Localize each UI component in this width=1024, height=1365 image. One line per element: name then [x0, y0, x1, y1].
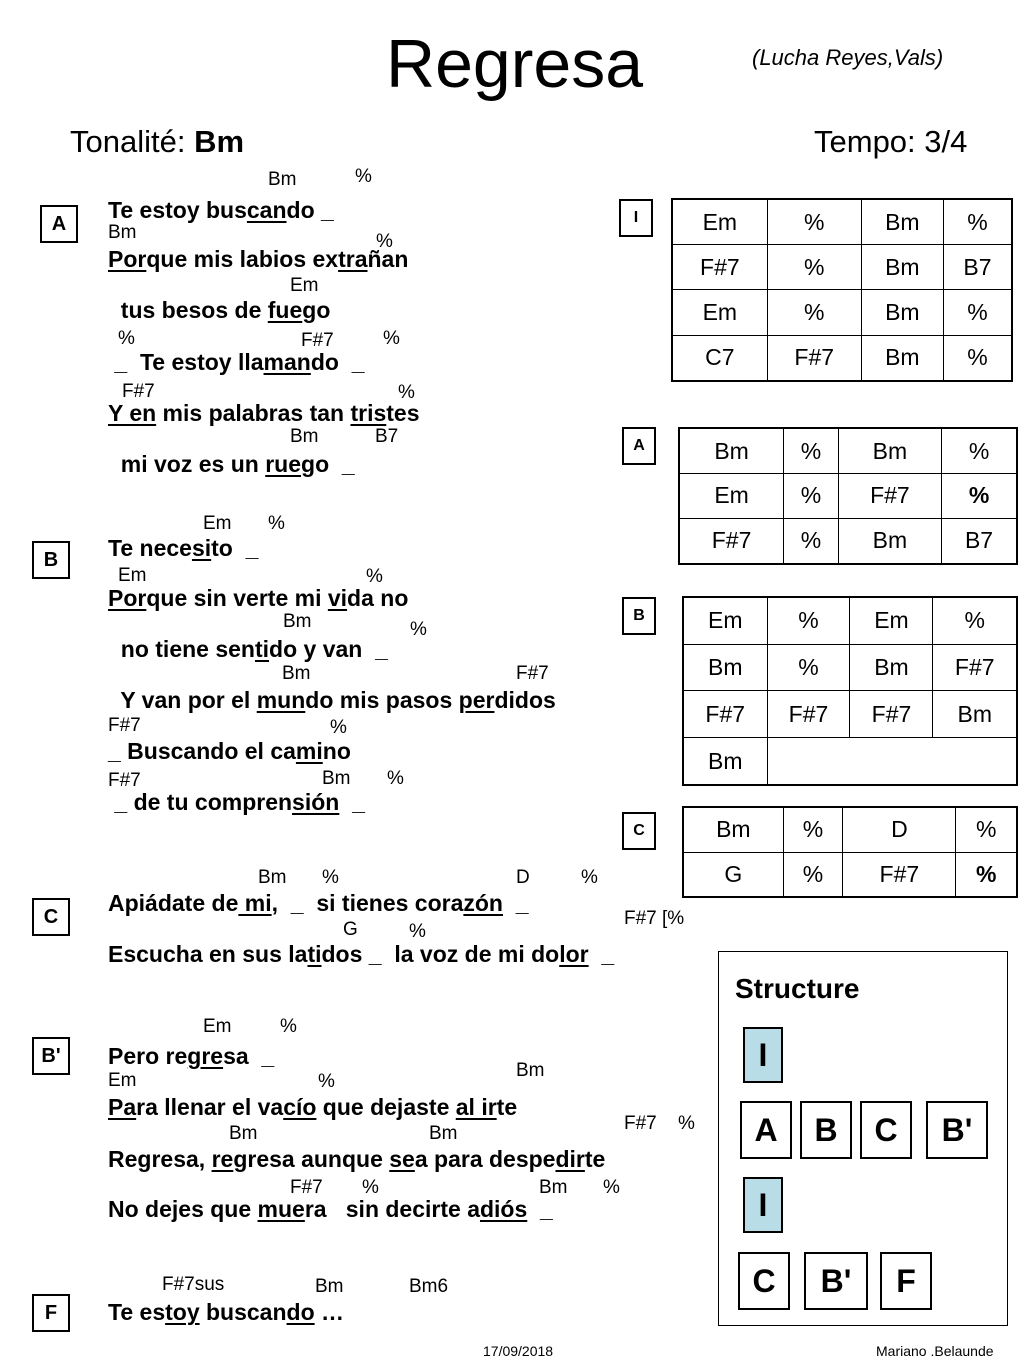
grid-cell: F#7 — [850, 691, 933, 738]
chord: % — [581, 867, 598, 888]
lyric-line: Pero regresa _ — [108, 1043, 275, 1069]
chord: Bm — [282, 663, 311, 684]
chord: % — [355, 166, 372, 187]
chord: D — [516, 867, 530, 888]
grid-cell: % — [767, 290, 861, 335]
chord: Em — [203, 1016, 232, 1037]
chord-grid-b — [682, 596, 1018, 786]
chord: Em — [290, 275, 319, 296]
structure-box: B' — [804, 1252, 868, 1310]
lyric-line: Regresa, regresa aunque sea para despedirte — [108, 1146, 606, 1172]
grid-cell: F#7 — [767, 691, 850, 738]
grid-cell: Bm — [861, 245, 943, 290]
section-label-f: F — [32, 1294, 70, 1332]
chord: F#7 [% — [624, 908, 685, 929]
lyric-line: Apiádate de mi, _ si tienes corazón _ — [108, 890, 529, 916]
chord: Bm — [516, 1060, 545, 1081]
chord: F#7 — [516, 663, 549, 684]
grid-cell: G — [683, 852, 783, 897]
grid-cell: % — [942, 428, 1017, 474]
grid-cell: % — [942, 474, 1017, 519]
lyric-line: No dejes que muera sin decirte adiós _ — [108, 1196, 553, 1222]
grid-cell: Bm — [838, 428, 941, 474]
grid-cell: % — [784, 474, 839, 519]
structure-box: I — [743, 1177, 783, 1233]
chord: Bm — [229, 1123, 258, 1144]
chord: Bm — [268, 169, 297, 190]
grid-cell: Bm — [861, 199, 943, 245]
chord: % — [409, 921, 426, 942]
chord: % — [410, 619, 427, 640]
grid-cell: F#7 — [933, 644, 1017, 691]
lyric-line: _ de tu comprensión _ — [108, 789, 365, 815]
chord: F#7 — [122, 381, 155, 402]
grid-cell: F#7 — [672, 245, 767, 290]
grid-row — [679, 474, 1017, 519]
grid-cell: B7 — [943, 245, 1012, 290]
structure-box: I — [743, 1027, 783, 1083]
grid-row — [672, 199, 1012, 245]
grid-cell: B7 — [942, 518, 1017, 564]
structure-box: A — [740, 1101, 792, 1159]
structure-box: C — [860, 1101, 912, 1159]
chord: % — [603, 1177, 620, 1198]
chord: Bm — [429, 1123, 458, 1144]
grid-row — [683, 644, 1017, 691]
chord: G — [343, 919, 358, 940]
chord: % — [398, 382, 415, 403]
structure-box: B' — [926, 1101, 988, 1159]
grid-cell: Em — [850, 597, 933, 644]
section-label-b: B — [32, 541, 70, 579]
chord: % — [366, 566, 383, 587]
grid-row — [672, 245, 1012, 290]
structure-box: B — [800, 1101, 852, 1159]
chord: F#7 — [301, 330, 334, 351]
lyric-line: Y en mis palabras tan tristes — [108, 400, 420, 426]
chord: F#7 — [108, 770, 141, 791]
chord: % — [280, 1016, 297, 1037]
section-label-c: C — [32, 898, 70, 936]
grid-cell: % — [767, 199, 861, 245]
lyric-line: Escucha en sus latidos _ la voz de mi dolor _ — [108, 941, 615, 967]
grid-cell: F#7 — [843, 852, 956, 897]
chord: % — [362, 1177, 379, 1198]
chord: % — [383, 328, 400, 349]
key-signature — [70, 122, 244, 162]
grid-row — [683, 807, 1017, 852]
chord: Em — [203, 513, 232, 534]
lyric-line: Te necesito _ — [108, 535, 259, 561]
lyric-line: _ Te estoy llamando _ — [108, 349, 365, 375]
grid-cell: Em — [672, 199, 767, 245]
grid-cell: Bm — [933, 691, 1017, 738]
chord: % — [322, 867, 339, 888]
grid-cell: Bm — [683, 807, 783, 852]
chord-grid-i — [671, 198, 1013, 382]
lyric-line: _ Buscando el camino — [108, 738, 351, 764]
grid-cell: % — [783, 852, 843, 897]
structure-box: C — [738, 1252, 790, 1310]
chord: Em — [118, 565, 147, 586]
chord: F#7sus — [162, 1274, 225, 1295]
structure-panel — [718, 951, 1008, 1326]
grid-row — [683, 597, 1017, 644]
song-title: Regresa — [386, 26, 644, 102]
lyric-line: Te estoy buscando … — [108, 1299, 345, 1325]
grid-cell: Bm — [861, 335, 943, 381]
song-subtitle: (Lucha Reyes,Vals) — [752, 45, 944, 70]
grid-label-i: I — [619, 199, 653, 237]
grid-cell-empty — [767, 738, 1017, 785]
footer-author: Mariano .Belaunde — [876, 1343, 994, 1359]
chord: Bm — [108, 222, 137, 243]
chord-grid-a — [678, 427, 1018, 565]
chord: B7 — [375, 426, 399, 447]
grid-cell: % — [784, 428, 839, 474]
grid-cell: Bm — [861, 290, 943, 335]
grid-row — [683, 691, 1017, 738]
grid-cell: % — [767, 597, 850, 644]
grid-row — [679, 518, 1017, 564]
chord: F#7 — [108, 715, 141, 736]
grid-label-c: C — [622, 812, 656, 850]
grid-row — [679, 428, 1017, 474]
grid-row — [683, 852, 1017, 897]
grid-cell: Bm — [683, 738, 767, 785]
chord: Bm — [258, 867, 287, 888]
lyric-line: no tiene sentido y van _ — [108, 636, 388, 662]
chord: % — [387, 768, 404, 789]
lyric-line: Y van por el mundo mis pasos perdidos — [108, 687, 556, 713]
chord: Bm — [283, 611, 312, 632]
chord: % — [268, 513, 285, 534]
grid-row — [672, 290, 1012, 335]
grid-row — [672, 335, 1012, 381]
grid-cell: C7 — [672, 335, 767, 381]
grid-cell: % — [767, 644, 850, 691]
chord: % — [330, 717, 347, 738]
footer-date: 17/09/2018 — [483, 1343, 554, 1359]
structure-title: Structure — [735, 973, 860, 1004]
grid-row — [683, 738, 1017, 785]
grid-label-a: A — [622, 427, 656, 465]
grid-cell: F#7 — [767, 335, 861, 381]
grid-cell: % — [943, 335, 1012, 381]
grid-cell: % — [943, 199, 1012, 245]
chord-grid-c — [682, 806, 1018, 898]
chord: Em — [108, 1070, 137, 1091]
lyric-line: Porque sin verte mi vida no — [108, 585, 409, 611]
chord: Bm — [539, 1177, 568, 1198]
grid-cell: % — [933, 597, 1017, 644]
key-value: Bm — [194, 124, 245, 159]
tempo: Tempo: 3/4 — [814, 124, 968, 159]
grid-cell: Bm — [683, 644, 767, 691]
grid-cell: Em — [683, 597, 767, 644]
key-label: Tonalité: — [70, 124, 186, 159]
chord: % — [376, 231, 393, 252]
grid-cell: % — [783, 807, 843, 852]
chord: % — [678, 1113, 695, 1134]
grid-cell: D — [843, 807, 956, 852]
grid-cell: Em — [672, 290, 767, 335]
grid-cell: % — [784, 518, 839, 564]
grid-cell: Bm — [850, 644, 933, 691]
grid-cell: F#7 — [679, 518, 784, 564]
lyric-line: Para llenar el vacío que dejaste al irte — [108, 1094, 518, 1120]
grid-cell: F#7 — [838, 474, 941, 519]
lyric-line: Te estoy buscando _ — [108, 197, 334, 223]
grid-cell: % — [956, 807, 1017, 852]
chord: Bm — [290, 426, 319, 447]
chord: Bm — [322, 768, 351, 789]
grid-label-b: B — [622, 597, 656, 635]
lyric-line: mi voz es un ruego _ — [108, 451, 355, 477]
grid-cell: Bm — [679, 428, 784, 474]
chord: Bm — [315, 1276, 344, 1297]
chord: F#7 — [290, 1177, 323, 1198]
grid-cell: % — [767, 245, 861, 290]
section-label-b-prime: B' — [32, 1037, 70, 1075]
lyric-line: Porque mis labios extrañan — [108, 246, 409, 272]
grid-cell: % — [956, 852, 1017, 897]
grid-cell: Bm — [838, 518, 941, 564]
chord: % — [118, 328, 135, 349]
structure-box: F — [880, 1252, 932, 1310]
lyric-line: tus besos de fuego — [108, 297, 331, 323]
section-label-a: A — [40, 205, 78, 243]
chord: F#7 — [624, 1113, 657, 1134]
grid-cell: F#7 — [683, 691, 767, 738]
grid-cell: Em — [679, 474, 784, 519]
chord: Bm6 — [409, 1276, 449, 1297]
grid-cell: % — [943, 290, 1012, 335]
chord: % — [318, 1071, 335, 1092]
